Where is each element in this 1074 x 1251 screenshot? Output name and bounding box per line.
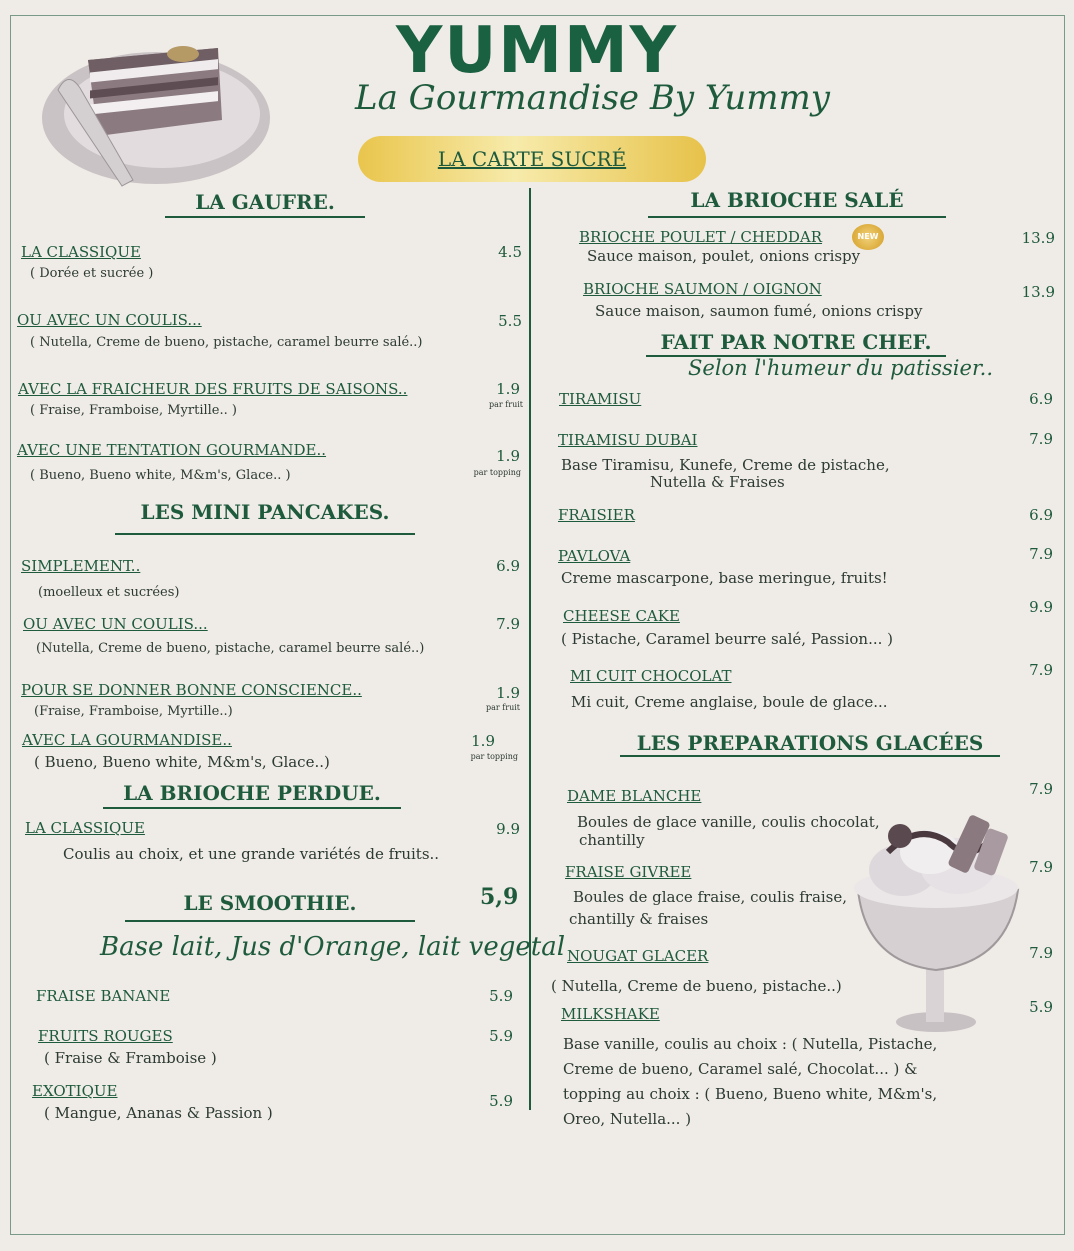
menu-item-price: 5.9 bbox=[489, 987, 513, 1005]
price-note: par fruit bbox=[486, 703, 520, 712]
brand-logo: YUMMY bbox=[395, 14, 679, 88]
menu-item-name: OU AVEC UN COULIS... bbox=[23, 615, 208, 633]
menu-item-desc: ( Bueno, Bueno white, M&m's, Glace..) bbox=[34, 753, 330, 771]
column-divider bbox=[529, 188, 531, 1110]
menu-item-price: 6.9 bbox=[1029, 506, 1053, 524]
menu-item-desc: ( Nutella, Creme de bueno, pistache, caramel beurre salé..) bbox=[30, 335, 423, 350]
tagline: La Gourmandise By Yummy bbox=[355, 78, 830, 118]
menu-item-price: 6.9 bbox=[1029, 390, 1053, 408]
menu-item-price: 9.9 bbox=[1029, 598, 1053, 616]
menu-item-desc: Coulis au choix, et une grande variétés de fruits.. bbox=[63, 845, 440, 863]
menu-item-price: 5.9 bbox=[489, 1027, 513, 1045]
menu-item-name: AVEC LA GOURMANDISE.. bbox=[22, 731, 232, 749]
menu-item-price: 7.9 bbox=[1029, 780, 1053, 798]
menu-item-desc: Nutella & Fraises bbox=[650, 473, 785, 491]
menu-item-price: 5.5 bbox=[498, 312, 522, 330]
menu-item-price: 7.9 bbox=[1029, 545, 1053, 563]
new-badge: NEW bbox=[852, 224, 884, 250]
menu-item-name: EXOTIQUE bbox=[32, 1082, 118, 1100]
menu-item-desc: Base vanille, coulis au choix : ( Nutella, Pistache, Creme de bueno, Caramel salé, Chocolat... ) & topping au choix : ( Bueno, Bueno white, M&m's, Oreo, Nutella... ) bbox=[563, 1035, 938, 1128]
menu-item-price: 1.9 bbox=[471, 732, 495, 750]
menu-item-name: BRIOCHE SAUMON / OIGNON bbox=[583, 280, 822, 298]
price-note: par topping bbox=[473, 468, 521, 477]
menu-item-price: 9.9 bbox=[496, 820, 520, 838]
menu-item-desc: Mi cuit, Creme anglaise, boule de glace... bbox=[571, 693, 888, 711]
menu-item-price: 13.9 bbox=[1021, 283, 1055, 301]
menu-item-desc: ( Fraise, Framboise, Myrtille.. ) bbox=[30, 403, 237, 418]
menu-item-price: 7.9 bbox=[1029, 661, 1053, 679]
menu-banner: LA CARTE SUCRÉ bbox=[358, 136, 706, 182]
menu-item-price: 4.5 bbox=[498, 243, 522, 261]
menu-item-name: MI CUIT CHOCOLAT bbox=[570, 667, 732, 685]
menu-item-name: DAME BLANCHE bbox=[567, 787, 702, 805]
menu-item-name: LA CLASSIQUE bbox=[21, 243, 141, 261]
menu-item-desc: ( Dorée et sucrée ) bbox=[30, 266, 154, 281]
price-note: par fruit bbox=[489, 400, 523, 409]
chef-subtitle: Selon l'humeur du patissier.. bbox=[688, 356, 994, 380]
menu-item-desc: Sauce maison, poulet, onions crispy bbox=[587, 247, 861, 265]
menu-item-name: MILKSHAKE bbox=[561, 1005, 660, 1023]
menu-item-name: FRAISE GIVREE bbox=[565, 863, 692, 881]
section-underline bbox=[115, 533, 415, 535]
menu-item-name: FRAISIER bbox=[558, 506, 635, 524]
section-underline bbox=[620, 755, 1000, 757]
menu-item-price: 7.9 bbox=[1029, 430, 1053, 448]
smoothie-subtitle: Base lait, Jus d'Orange, lait vegetal bbox=[100, 932, 566, 962]
menu-item-price: 13.9 bbox=[1021, 229, 1055, 247]
menu-item-name: NOUGAT GLACER bbox=[567, 947, 709, 965]
menu-item-desc: ( Fraise & Framboise ) bbox=[44, 1049, 217, 1067]
menu-item-name: FRUITS ROUGES bbox=[38, 1027, 173, 1045]
menu-item-desc: (Fraise, Framboise, Myrtille..) bbox=[34, 704, 233, 719]
section-title-glacees: LES PREPARATIONS GLACÉES bbox=[636, 731, 984, 755]
menu-item-price: 1.9 bbox=[496, 380, 520, 398]
price-note: par topping bbox=[470, 752, 518, 761]
menu-item-name: BRIOCHE POULET / CHEDDAR bbox=[579, 228, 823, 246]
section-underline bbox=[125, 920, 415, 922]
section-title-smoothie: LE SMOOTHIE. bbox=[183, 891, 357, 915]
menu-item-desc: ( Mangue, Ananas & Passion ) bbox=[44, 1104, 273, 1122]
menu-item-desc: (Nutella, Creme de bueno, pistache, caramel beurre salé..) bbox=[36, 641, 425, 656]
menu-item-name: POUR SE DONNER BONNE CONSCIENCE.. bbox=[21, 681, 362, 699]
menu-item-desc: chantilly bbox=[579, 831, 645, 849]
smoothie-price: 5,9 bbox=[480, 884, 519, 910]
section-title-chef: FAIT PAR NOTRE CHEF. bbox=[660, 330, 932, 354]
section-title-pancakes: LES MINI PANCAKES. bbox=[140, 500, 390, 524]
menu-item-desc: Boules de glace vanille, coulis chocolat, bbox=[577, 813, 880, 831]
menu-item-name: CHEESE CAKE bbox=[563, 607, 680, 625]
menu-item-desc: Sauce maison, saumon fumé, onions crispy bbox=[595, 302, 923, 320]
menu-item-desc: chantilly & fraises bbox=[569, 910, 709, 928]
menu-item-desc: ( Bueno, Bueno white, M&m's, Glace.. ) bbox=[30, 468, 291, 483]
menu-item-price: 5.9 bbox=[1029, 998, 1053, 1016]
menu-item-name: TIRAMISU DUBAI bbox=[558, 431, 698, 449]
menu-item-name: FRAISE BANANE bbox=[36, 987, 171, 1005]
menu-item-name: LA CLASSIQUE bbox=[25, 819, 145, 837]
menu-item-price: 6.9 bbox=[496, 557, 520, 575]
menu-item-price: 5.9 bbox=[489, 1092, 513, 1110]
menu-item-name: OU AVEC UN COULIS... bbox=[17, 311, 202, 329]
section-title-gaufre: LA GAUFRE. bbox=[195, 190, 335, 214]
menu-item-desc: Boules de glace fraise, coulis fraise, bbox=[573, 888, 848, 906]
section-title-brioche-sale: LA BRIOCHE SALÉ bbox=[690, 188, 904, 212]
menu-item-price: 1.9 bbox=[496, 684, 520, 702]
menu-item-price: 7.9 bbox=[1029, 944, 1053, 962]
menu-item-desc: ( Pistache, Caramel beurre salé, Passion... ) bbox=[561, 630, 893, 648]
menu-item-desc: Base Tiramisu, Kunefe, Creme de pistache, bbox=[561, 456, 890, 474]
menu-item-desc: ( Nutella, Creme de bueno, pistache..) bbox=[551, 977, 842, 995]
menu-item-name: SIMPLEMENT.. bbox=[21, 557, 141, 575]
menu-item-price: 7.9 bbox=[1029, 858, 1053, 876]
section-underline bbox=[648, 216, 946, 218]
menu-item-name: AVEC LA FRAICHEUR DES FRUITS DE SAISONS.. bbox=[18, 380, 408, 398]
menu-item-name: AVEC UNE TENTATION GOURMANDE.. bbox=[17, 441, 327, 459]
menu-item-price: 1.9 bbox=[496, 447, 520, 465]
section-underline bbox=[165, 216, 365, 218]
menu-item-desc: Creme mascarpone, base meringue, fruits! bbox=[561, 569, 888, 587]
menu-item-name: PAVLOVA bbox=[558, 547, 631, 565]
section-underline bbox=[103, 807, 401, 809]
menu-item-price: 7.9 bbox=[496, 615, 520, 633]
section-title-brioche-perdue: LA BRIOCHE PERDUE. bbox=[123, 781, 381, 805]
menu-item-name: TIRAMISU bbox=[559, 390, 642, 408]
menu-item-desc: (moelleux et sucrées) bbox=[38, 585, 180, 600]
